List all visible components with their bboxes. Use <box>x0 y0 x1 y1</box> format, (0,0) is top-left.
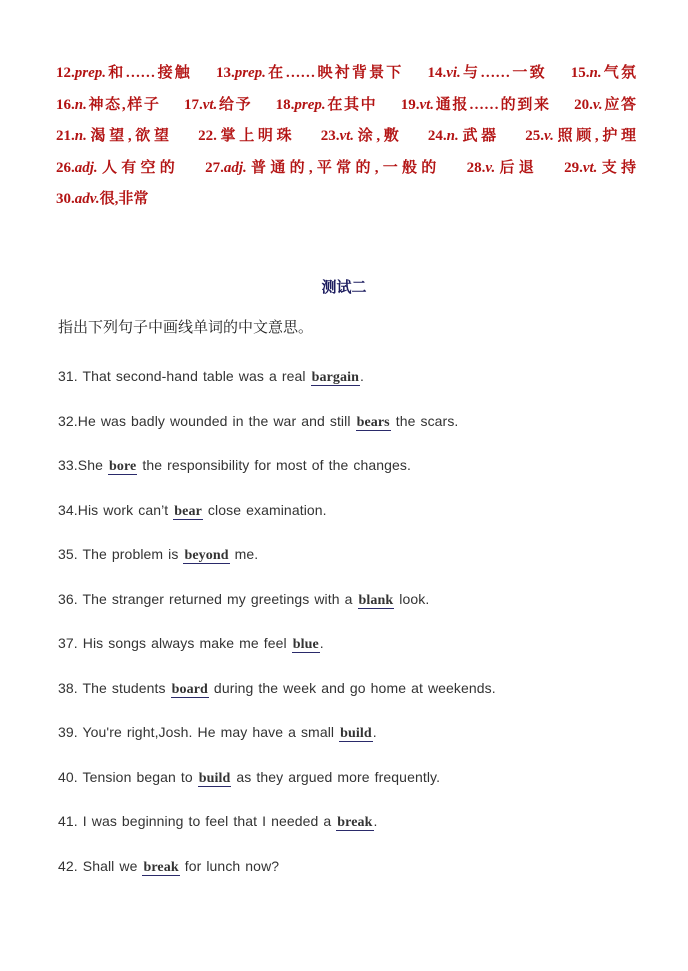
question-item: 32.He was badly wounded in the war and still bears the scars. <box>58 413 459 430</box>
underlined-word: bear <box>174 504 202 519</box>
answer-item: 12.prep.和……接触 <box>56 65 192 81</box>
answer-item: 21.n.渴望,欲望 <box>56 128 173 144</box>
underlined-word: blue <box>292 637 319 652</box>
underlined-word: bargain <box>311 370 359 385</box>
underlined-word: break <box>337 815 373 830</box>
question-item: 39. You're right,Josh. He may have a small build. <box>58 724 377 741</box>
underlined-word: beyond <box>184 548 229 563</box>
answer-item: 26.adj.人有空的 <box>56 159 180 176</box>
question-item: 35. The problem is beyond me. <box>58 546 259 563</box>
answer-item: 28.v.后退 <box>466 159 539 176</box>
answer-item: 30.adv.很,非常 <box>56 191 149 207</box>
answer-item: 17.vt.给予 <box>183 96 253 113</box>
answer-item: 15.n.气氛 <box>570 65 636 81</box>
underlined-word: bore <box>108 459 137 474</box>
instruction-text: 指出下列句子中画线单词的中文意思。 <box>58 318 314 336</box>
answer-item: 25.v.照顾,护理 <box>525 128 636 144</box>
answer-item: 16.n.神态,样子 <box>56 96 161 113</box>
answer-item: 24.n.武器 <box>427 128 500 144</box>
question-item: 37. His songs always make me feel blue. <box>58 635 324 652</box>
answer-item: 29.vt.支持 <box>564 159 636 176</box>
question-item: 34.His work can’t bear close examination. <box>58 502 327 519</box>
question-item: 36. The stranger returned my greetings with a blank look. <box>58 591 430 608</box>
underlined-word: board <box>171 682 208 697</box>
answer-item: 27.adj.普通的,平常的,一般的 <box>205 159 441 176</box>
question-item: 38. The students board during the week and go home at weekends. <box>58 680 496 697</box>
answer-item: 13.prep.在……映衬背景下 <box>215 65 404 81</box>
answer-item: 19.vt.通报……的到来 <box>400 96 551 113</box>
underlined-word: blank <box>358 593 394 608</box>
answer-key <box>56 58 636 216</box>
underlined-word: build <box>198 771 231 786</box>
underlined-word: break <box>143 860 179 875</box>
question-item: 42. Shall we break for lunch now? <box>58 858 280 875</box>
question-item: 31. That second-hand table was a real bargain. <box>58 368 364 385</box>
underlined-word: bears <box>356 415 390 430</box>
answer-item: 22.掌上明珠 <box>198 128 296 144</box>
section-title: 测试二 <box>321 280 367 296</box>
question-item: 40. Tension began to build as they argued more frequently. <box>58 769 441 786</box>
underlined-word: build <box>340 726 372 741</box>
answer-item: 18.prep.在其中 <box>275 96 378 113</box>
answer-item: 23.vt.涂,敷 <box>320 128 403 144</box>
question-item: 41. I was beginning to feel that I needed a break. <box>58 813 378 830</box>
question-item: 33.She bore the responsibility for most of the changes. <box>58 457 411 474</box>
answer-item: 20.v.应答 <box>574 96 636 113</box>
answer-item: 14.vi.与……一致 <box>427 65 547 81</box>
